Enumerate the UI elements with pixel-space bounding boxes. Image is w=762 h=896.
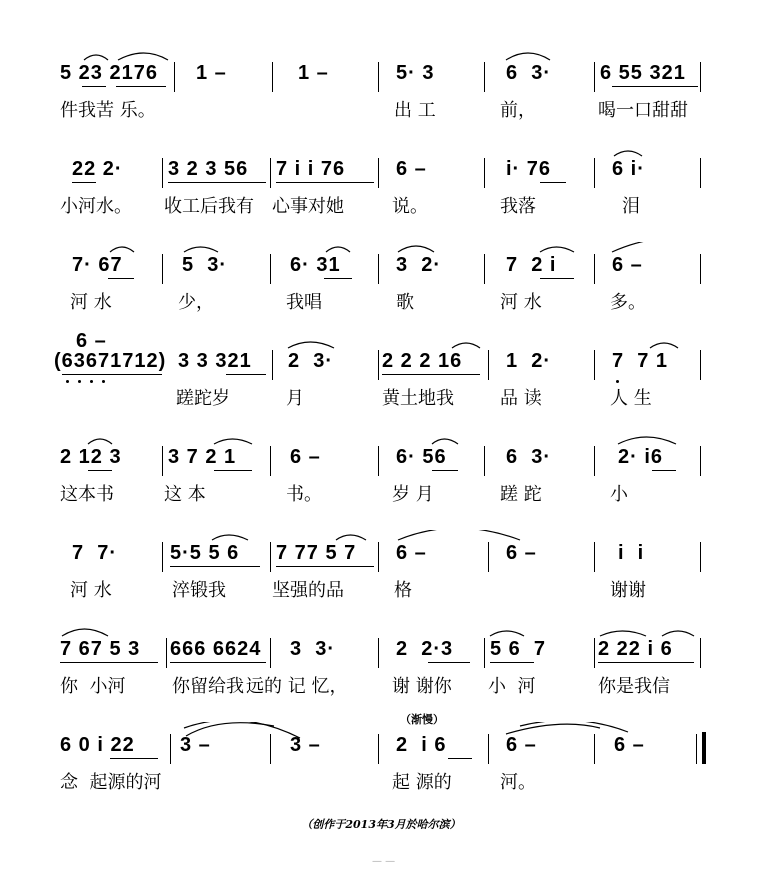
measure-notes: 2 22 i 6 [598, 638, 673, 660]
lyric-line: 说。 [392, 196, 428, 217]
final-barline-thin [696, 734, 697, 764]
barline [378, 254, 379, 284]
lyric-line: 河 水 [70, 292, 112, 313]
note-underline [170, 662, 266, 663]
barline [594, 446, 595, 476]
lyric-line: 你是我信 [598, 676, 670, 697]
barline [162, 254, 163, 284]
lyric-line: 远的 记 忆， [246, 676, 348, 697]
measure-notes: 7 7 1 [612, 350, 669, 372]
lyric-line: 河。 [500, 772, 536, 793]
lyric-line: 件我苦 乐。 [60, 100, 156, 121]
barline [166, 638, 167, 668]
measure-notes: 3 3 321 [178, 350, 252, 372]
measure-notes: 6 – [396, 158, 427, 180]
measure-notes: 6· 31 [290, 254, 341, 276]
barline [484, 254, 485, 284]
barline [378, 158, 379, 188]
measure-extra: 6 – [76, 330, 107, 352]
measure-notes: 5 6 7 [490, 638, 547, 660]
composition-note: （创作于2013年3月於哈尔滨） [301, 818, 461, 831]
lyric-line: 书。 [286, 484, 322, 505]
low-octave-dot [78, 380, 81, 383]
barline [270, 158, 271, 188]
note-underline [108, 278, 134, 279]
barline [594, 542, 595, 572]
measure-notes: 7 67 5 3 [60, 638, 141, 660]
note-underline [382, 374, 480, 375]
note-underline [612, 86, 698, 87]
measure-notes: i· 76 [506, 158, 552, 180]
barline [378, 62, 379, 92]
lyric-line: 念 起源的河 [60, 772, 162, 793]
lyric-line: 谢谢 [610, 580, 646, 601]
measure-notes: 6 – [506, 542, 537, 564]
lyric-line: 蹉 跎 [500, 484, 542, 505]
lyric-line: 出 工 [394, 100, 436, 121]
measure-notes: 1 2· [506, 350, 552, 372]
barline [484, 446, 485, 476]
note-underline [448, 758, 472, 759]
lyric-line: 格 [394, 580, 412, 601]
barline [378, 542, 379, 572]
barline [700, 638, 701, 668]
lyric-line: 前， [500, 100, 536, 121]
note-underline [62, 374, 162, 375]
measure-notes: 3 – [180, 734, 211, 756]
note-underline [110, 758, 158, 759]
barline [484, 62, 485, 92]
lyric-line: 黄土地我 [382, 388, 454, 409]
measure-notes: 6 – [290, 446, 321, 468]
system-4 [0, 330, 762, 418]
low-octave-dot [102, 380, 105, 383]
barline [272, 62, 273, 92]
barline [174, 62, 175, 92]
lyric-line: 喝一口甜甜 [598, 100, 688, 121]
note-underline [598, 662, 694, 663]
measure-notes: 6 0 i 22 [60, 734, 135, 756]
barline [700, 542, 701, 572]
measure-notes: 1 – [298, 62, 329, 84]
measure-notes: 3 7 2 1 [168, 446, 237, 468]
page-number: — — [372, 856, 396, 867]
lyric-line: 人 生 [610, 388, 652, 409]
barline [378, 350, 379, 380]
barline [484, 158, 485, 188]
note-underline [432, 470, 458, 471]
lyric-line: 蹉跎岁 [176, 388, 230, 409]
lyric-line: 泪 [622, 196, 640, 217]
barline [594, 254, 595, 284]
measure-notes: 7· 67 [72, 254, 123, 276]
system-2 [0, 146, 762, 226]
lyric-line: 淬锻我 [172, 580, 226, 601]
lyric-line: 小 河 [488, 676, 536, 697]
barline [700, 350, 701, 380]
lyric-line: 小 [610, 484, 628, 505]
note-underline [226, 374, 266, 375]
lyric-line: 河 水 [70, 580, 112, 601]
measure-notes: 7 77 5 7 [276, 542, 357, 564]
lyric-line: 收工后我有 [164, 196, 254, 217]
barline [270, 734, 271, 764]
note-underline [540, 278, 574, 279]
barline [270, 446, 271, 476]
note-underline [82, 86, 106, 87]
barline [270, 254, 271, 284]
lyric-line: 谢 谢你 [392, 676, 452, 697]
measure-notes: 7 7· [72, 542, 118, 564]
barline [270, 542, 271, 572]
low-octave-dot [66, 380, 69, 383]
measure-notes: 2 12 3 [60, 446, 122, 468]
barline [270, 638, 271, 668]
barline [594, 734, 595, 764]
measure-notes: 3 – [290, 734, 321, 756]
lyric-line: 我落 [500, 196, 536, 217]
note-underline [170, 566, 260, 567]
measure-notes: 7 i i 76 [276, 158, 346, 180]
lyric-line: 心事对她 [272, 196, 344, 217]
measure-notes: 1 – [196, 62, 227, 84]
lyric-line: 这 本 [164, 484, 206, 505]
measure-notes: 22 2· [72, 158, 123, 180]
barline [484, 638, 485, 668]
barline [594, 62, 595, 92]
measure-notes: 5·5 5 6 [170, 542, 240, 564]
measure-notes: 3 2· [396, 254, 442, 276]
lyric-line: 月 [286, 388, 304, 409]
measure-notes: 3 3· [290, 638, 336, 660]
barline [488, 542, 489, 572]
measure-notes: i i [618, 542, 645, 564]
barline [594, 350, 595, 380]
barline [488, 350, 489, 380]
lyric-line: 少， [178, 292, 214, 313]
lyric-line: 这本书 [60, 484, 114, 505]
measure-notes: 2· i6 [618, 446, 664, 468]
lyric-line: 品 读 [500, 388, 542, 409]
lyric-line: 坚强的品 [272, 580, 344, 601]
note-underline [168, 182, 266, 183]
barline [162, 158, 163, 188]
note-underline [72, 182, 96, 183]
lyric-line: 小河水。 [60, 196, 132, 217]
measure-notes: 2 2 2 16 [382, 350, 463, 372]
barline [700, 254, 701, 284]
barline [378, 446, 379, 476]
note-underline [652, 470, 676, 471]
system-8 [0, 722, 762, 802]
lyric-line: 我唱 [286, 292, 322, 313]
lyric-line: 多。 [610, 292, 646, 313]
measure-notes: 6 – [612, 254, 643, 276]
lyric-line: 岁 月 [392, 484, 434, 505]
barline [170, 734, 171, 764]
measure-notes: 6 3· [506, 62, 552, 84]
measure-notes: 2 3· [288, 350, 334, 372]
note-underline [116, 86, 166, 87]
system-7 [0, 626, 762, 706]
note-underline [428, 662, 470, 663]
measure-notes: 666 6624 [170, 638, 262, 660]
barline [594, 638, 595, 668]
measure-notes: 6· 56 [396, 446, 447, 468]
note-underline [276, 182, 374, 183]
barline [162, 542, 163, 572]
barline [700, 158, 701, 188]
tempo-mark: （渐慢） [400, 713, 444, 726]
measure-notes: 3 2 3 56 [168, 158, 249, 180]
measure-notes: 7 2 i [506, 254, 557, 276]
note-underline [490, 662, 534, 663]
barline [488, 734, 489, 764]
barline [378, 734, 379, 764]
note-underline [214, 470, 252, 471]
barline [594, 158, 595, 188]
note-underline [60, 662, 158, 663]
measure-notes: (63671712) [54, 350, 167, 372]
measure-notes: 2 i 6 [396, 734, 447, 756]
system-5 [0, 434, 762, 514]
note-underline [324, 278, 352, 279]
note-underline [88, 470, 112, 471]
measure-notes: 5· 3 [396, 62, 435, 84]
barline [700, 62, 701, 92]
lyric-line: 歌 [396, 292, 414, 313]
measure-notes: 5 3· [182, 254, 228, 276]
measure-notes: 6 – [614, 734, 645, 756]
lyric-line: 河 水 [500, 292, 542, 313]
measure-notes: 6 – [396, 542, 427, 564]
note-underline [276, 566, 374, 567]
lyric-line: 你 小河 [60, 676, 126, 697]
barline [378, 638, 379, 668]
measure-notes: 6 55 321 [600, 62, 686, 84]
barline [272, 350, 273, 380]
measure-notes: 6 – [506, 734, 537, 756]
barline [162, 446, 163, 476]
system-1 [0, 50, 762, 130]
measure-notes: 5 23 2176 [60, 62, 158, 84]
system-3 [0, 242, 762, 322]
measure-notes: 6 3· [506, 446, 552, 468]
low-octave-dot [616, 380, 619, 383]
low-octave-dot [90, 380, 93, 383]
measure-notes: 2 2·3 [396, 638, 454, 660]
final-barline-thick [702, 732, 706, 764]
lyric-line: 你留给我 [172, 676, 244, 697]
lyric-line: 起 源的 [392, 772, 452, 793]
note-underline [540, 182, 566, 183]
system-6 [0, 530, 762, 610]
measure-notes: 6 i· [612, 158, 645, 180]
barline [700, 446, 701, 476]
